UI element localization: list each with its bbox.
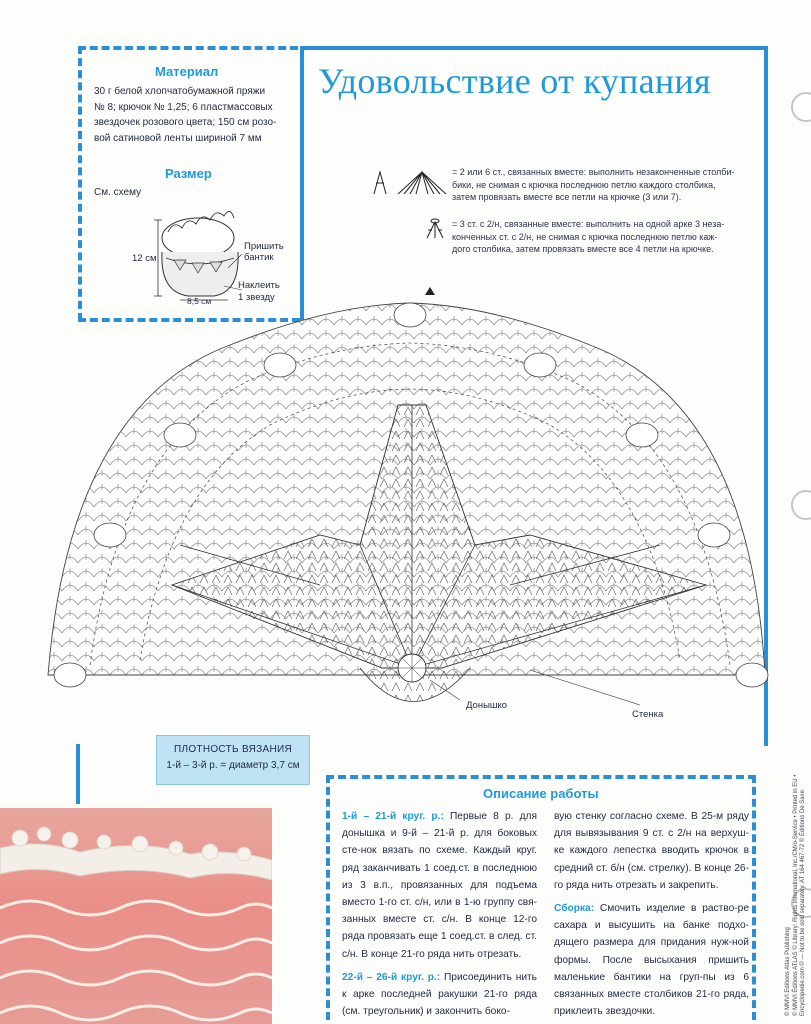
size-text: См. схему <box>94 187 142 198</box>
materials-line: звездочек розового цвета; 150 см розо- <box>94 117 277 128</box>
copyright-line: © MMVI Editions Atlas Publishing <box>785 927 791 1016</box>
frame-left-lower <box>76 744 80 804</box>
note-bow-1: Пришить <box>244 241 284 252</box>
knitted-photo <box>0 808 272 1024</box>
diagram-label-bottom: Донышко <box>466 700 508 711</box>
frame-desc-left <box>326 775 330 1020</box>
copyright-line: © MMVI Éditions ATLAS © Library: Rights International, Inc./CM/o-Service • Printed in EU • <box>792 774 799 1016</box>
binder-ring-top <box>791 92 811 122</box>
copyright-line: Encyclopedie.com © — Not to be sold separately. AT 164 467-72 © Éditions De Saxe <box>800 790 806 1016</box>
description-heading: Описание работы <box>483 786 599 801</box>
gauge-title: ПЛОТНОСТЬ ВЯЗАНИЯ <box>174 744 292 755</box>
lace-photo-texture <box>0 808 272 1024</box>
frame-desc-right <box>752 775 756 1020</box>
materials-heading: Материал <box>155 64 219 79</box>
legend-line: = 3 ст. с 2/н, связанные вместе: выполнить на одной арке 3 неза- <box>452 219 725 229</box>
gauge-value: 1-й – 3-й р. = диаметр 3,7 см <box>166 760 300 771</box>
legend-text-1 <box>452 166 734 204</box>
description-paragraph <box>554 808 749 894</box>
size-bottom-label: 8,5 см <box>187 296 212 306</box>
materials-line: вой сатиновой ленты шириной 7 мм <box>94 132 262 144</box>
paragraph-heading: Сборка: <box>554 903 595 915</box>
page-title: Удовольствие от купания <box>318 61 711 101</box>
legend-line: затем провязать вместе все петли на крючке (3 или 7). <box>452 192 682 202</box>
materials-text <box>94 84 294 146</box>
paragraph-text: Смочить изделие в раство-ре сахара и высушить на банке подхо-дящего размера для придания нуж-ной формы. После высыхания пришить маленькие бантики на груп-пы из 6 связанных вместе столбиков 21-го ряда, приклеить звездочки. <box>554 903 749 1018</box>
paragraph-heading: 1-й – 21-й круг. р.: <box>342 811 444 822</box>
legend-line: дого столбика, затем провязать вместе все 4 петли на крючке. <box>452 244 714 254</box>
note-bow-2: бантик <box>244 252 274 263</box>
size-height-label: 12 см <box>132 253 157 264</box>
paragraph-heading: 22-й – 26-й круг. р.: <box>342 971 441 983</box>
paragraph-text: Первые 8 р. для донышка и 9-й – 21-й р. для боковых сте-нок вязать по схеме. Каждый круг. ряд заканчивать 1 соед.ст. в последнюю из 3 в.п., провязанных для подъема вместо 1-го ст. с/н, или в 1-ю группу свя-занных вместе ст. с/н. В конце 12-го ряда провязать еще 1 соед.ст. в след. ст. с/н. В конце 21-го ряда нить отрезать. <box>342 811 537 960</box>
side-copyright <box>785 775 808 1016</box>
frame-divider-solid <box>300 46 304 320</box>
frame-top-solid <box>300 46 768 50</box>
frame-left-dashed <box>78 46 82 321</box>
legend-line: конченных ст. с 2/н, не снимая с крючка последнюю петлю каж- <box>452 231 718 242</box>
size-heading: Размер <box>165 166 212 181</box>
legend-symbol-decrease-icon <box>368 168 448 196</box>
frame-top-dashed <box>78 46 298 50</box>
description-paragraph <box>554 900 749 1020</box>
description-column-1 <box>342 808 537 1020</box>
description-paragraph <box>342 969 537 1021</box>
note-star-1: Наклеить <box>238 280 280 291</box>
materials-line: № 8; крючок № 1,25; 6 пластмассовых <box>94 101 273 113</box>
frame-desc-top <box>326 775 756 779</box>
crochet-diagram <box>30 285 770 725</box>
note-star-2: 1 звезду <box>238 292 275 303</box>
paragraph-text: Присоединить нить к арке последней ракушки 21-го ряда (см. треугольник) и закончить боко- <box>342 971 537 1018</box>
legend-line: бики, не снимая с крючка последнюю петлю каждого столбика, <box>452 179 716 190</box>
paragraph-text: вую стенку согласно схеме. В 25-м ряду для вывязывания 9 ст. с 2/н на верхуш-ке каждого лепестка вводить крючок в средний ст. б/н (см. стрелку). В конце 26-го ряда нить отрезать и закрепить. <box>554 811 749 891</box>
gauge-box <box>156 735 310 785</box>
diagram-label-wall: Стенка <box>632 709 664 720</box>
legend-text-2 <box>452 218 724 256</box>
binder-ring-middle <box>791 490 811 520</box>
materials-line: 30 г белой хлопчатобумажной пряжи <box>94 86 266 97</box>
legend-line: = 2 или 6 ст., связанных вместе: выполнить незаконченные столби- <box>452 167 735 177</box>
description-paragraph <box>342 808 537 963</box>
description-column-2 <box>554 808 749 1020</box>
legend-symbol-cluster-icon <box>424 218 446 240</box>
